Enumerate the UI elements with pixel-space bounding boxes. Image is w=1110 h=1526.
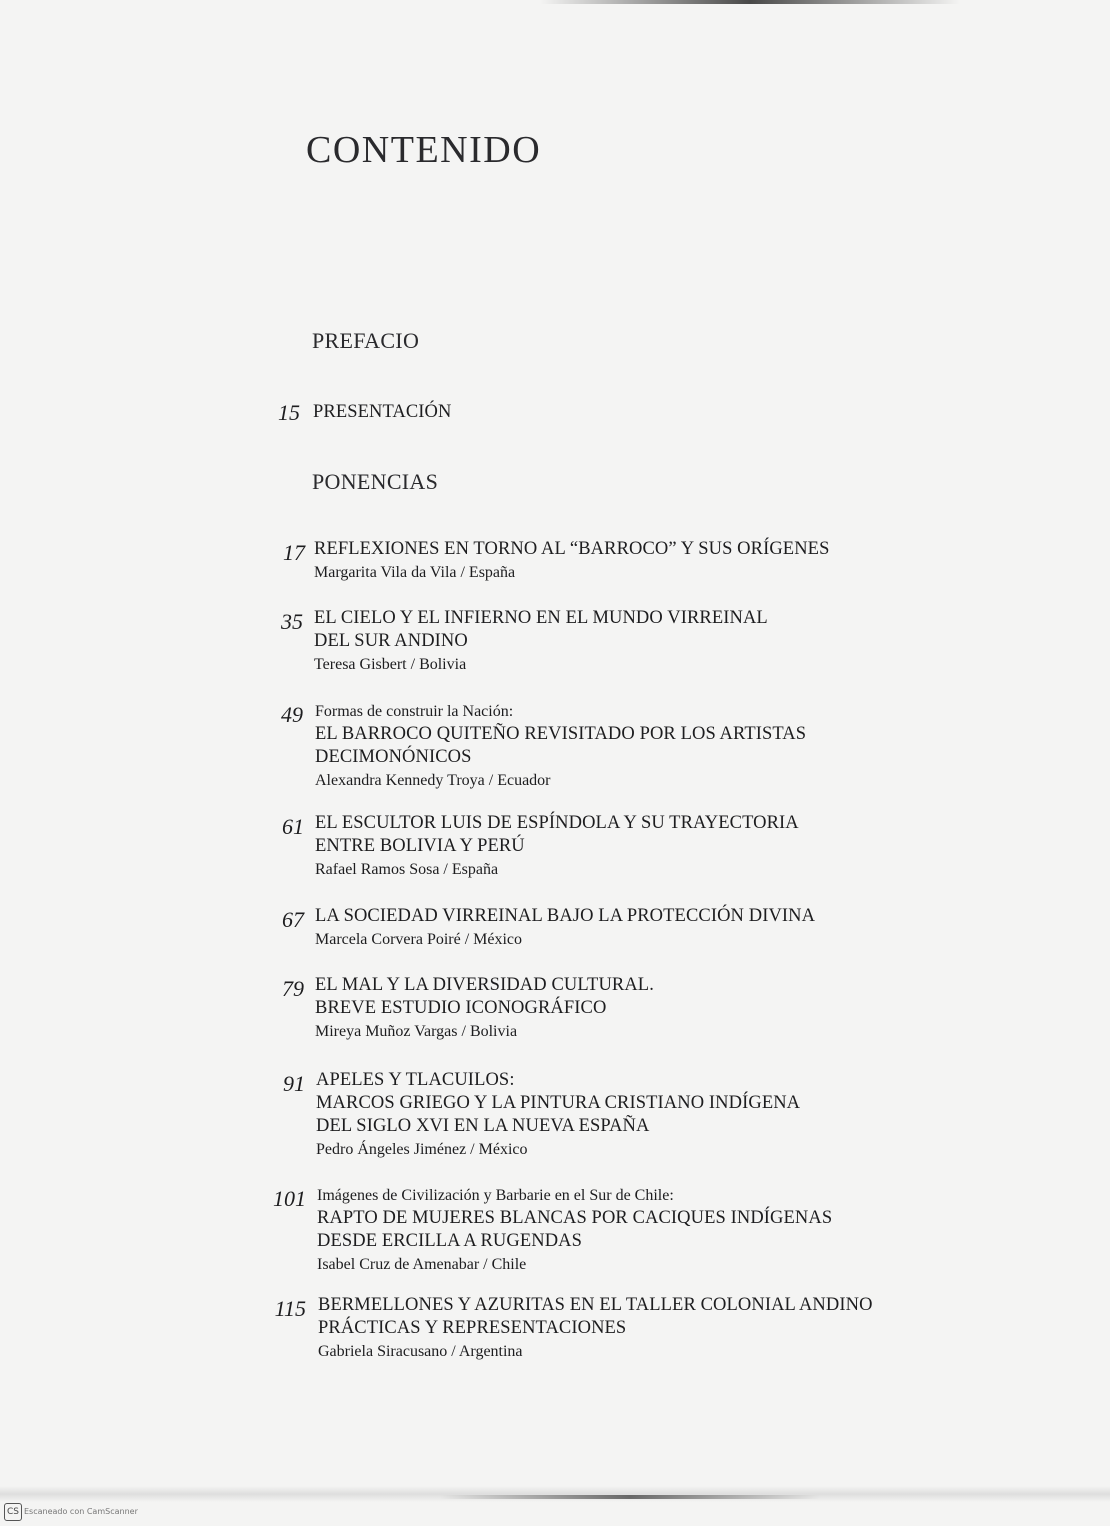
- toc-entry-title-line: ENTRE BOLIVIA Y PERÚ: [315, 836, 525, 856]
- toc-page-number: 15: [278, 400, 300, 425]
- toc-entry-subtitle: Formas de construir la Nación:: [315, 703, 514, 720]
- section-heading-ponencias: PONENCIAS: [312, 469, 439, 494]
- toc-entry-title-line: BERMELLONES Y AZURITAS EN EL TALLER COLONIAL ANDINO: [318, 1295, 873, 1315]
- toc-entry-title-line: REFLEXIONES EN TORNO AL “BARROCO” Y SUS ORÍGENES: [314, 539, 830, 559]
- toc-page-number: 35: [281, 609, 303, 634]
- page-top-shadow: [540, 0, 960, 4]
- page-bottom-edge: [0, 1486, 1110, 1502]
- toc-page-number: 49: [281, 702, 303, 727]
- toc-entry-title-line: PRÁCTICAS Y REPRESENTACIONES: [318, 1318, 627, 1338]
- section-heading-prefacio: PREFACIO: [312, 328, 420, 353]
- toc-entry-author: Rafael Ramos Sosa / España: [315, 861, 499, 878]
- toc-entry-author: Margarita Vila da Vila / España: [314, 564, 516, 581]
- toc-entry-title-line: MARCOS GRIEGO Y LA PINTURA CRISTIANO INDÍGENA: [316, 1093, 801, 1113]
- toc-entry-title-line: DEL SUR ANDINO: [314, 631, 468, 651]
- scanner-watermark: Escaneado con CamScanner: [24, 1507, 138, 1516]
- toc-entry-author: Pedro Ángeles Jiménez / México: [316, 1141, 528, 1158]
- toc-entry-title-line: LA SOCIEDAD VIRREINAL BAJO LA PROTECCIÓN DIVINA: [315, 906, 816, 926]
- toc-page-number: 17: [283, 540, 305, 565]
- toc-page-number: 101: [273, 1186, 306, 1211]
- toc-entry-title: PRESENTACIÓN: [313, 402, 452, 422]
- page-title: CONTENIDO: [306, 129, 542, 171]
- toc-entry-author: Gabriela Siracusano / Argentina: [318, 1343, 523, 1360]
- toc-entry-author: Isabel Cruz de Amenabar / Chile: [317, 1256, 527, 1273]
- toc-page-number: 115: [274, 1296, 306, 1321]
- toc-entry-title-line: EL CIELO Y EL INFIERNO EN EL MUNDO VIRREINAL: [314, 608, 768, 628]
- camscanner-logo-icon: CS: [4, 1503, 22, 1521]
- toc-entry-title-line: APELES Y TLACUILOS:: [316, 1070, 515, 1090]
- toc-entry-author: Mireya Muñoz Vargas / Bolivia: [315, 1023, 518, 1040]
- toc-entry-title-line: DEL SIGLO XVI EN LA NUEVA ESPAÑA: [316, 1116, 650, 1136]
- toc-entry-author: Marcela Corvera Poiré / México: [315, 931, 523, 948]
- toc-page-number: 91: [283, 1071, 305, 1096]
- page-bottom-shadow: [440, 1495, 820, 1499]
- toc-entry-title-line: EL BARROCO QUITEÑO REVISITADO POR LOS ARTISTAS: [315, 724, 807, 744]
- toc-entry-title-line: EL MAL Y LA DIVERSIDAD CULTURAL.: [315, 975, 654, 995]
- toc-entry-author: Teresa Gisbert / Bolivia: [314, 656, 467, 673]
- toc-entry-title-line: BREVE ESTUDIO ICONOGRÁFICO: [315, 998, 607, 1018]
- toc-entry-title-line: RAPTO DE MUJERES BLANCAS POR CACIQUES INDÍGENAS: [317, 1208, 833, 1228]
- toc-entry-title-line: DECIMONÓNICOS: [315, 747, 472, 767]
- toc-page-number: 61: [282, 814, 304, 839]
- toc-entry-author: Alexandra Kennedy Troya / Ecuador: [315, 772, 551, 789]
- toc-entry-title-line: EL ESCULTOR LUIS DE ESPÍNDOLA Y SU TRAYECTORIA: [315, 813, 799, 833]
- toc-page-number: 79: [282, 976, 304, 1001]
- toc-page-number: 67: [282, 907, 304, 932]
- toc-entry-title-line: DESDE ERCILLA A RUGENDAS: [317, 1231, 583, 1251]
- toc-entry-subtitle: Imágenes de Civilización y Barbarie en el Sur de Chile:: [317, 1187, 674, 1204]
